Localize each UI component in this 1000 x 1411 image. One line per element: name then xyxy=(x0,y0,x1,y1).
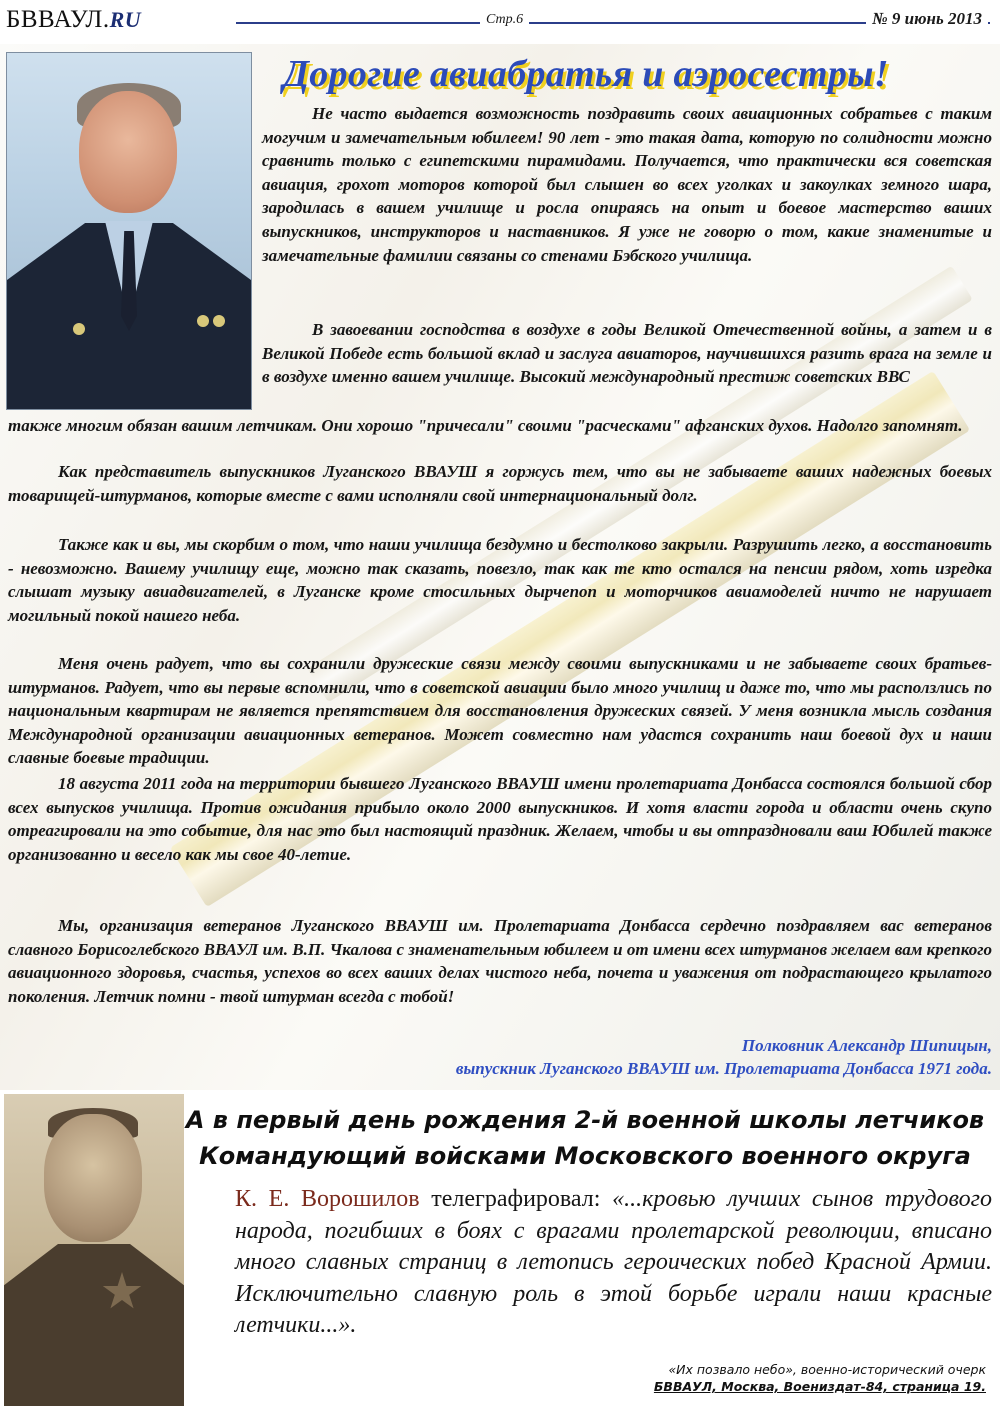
brand-name: БВВАУЛ. xyxy=(6,6,110,33)
source-citation-2: БВВАУЛ, Москва, Воениздат-84, страница 19. xyxy=(653,1379,986,1394)
article-paragraph-5: Меня очень радует, что вы сохранили дружеские связи между своими выпускниками и не забываете своих братьев-штурманов. Радует, что вы первые вспомнили, что в советской авиации было много училищ и даже то, что мы расползлись по национальным квартирам не является препятствием для восстановления дружеских связей. У меня возникла мысль создания Международной организации авиационных ветеранов. Может совместно нам удастся сохранить наш боевой дух и наши славные боевые традиции. xyxy=(8,654,992,768)
article-paragraph-1: Не часто выдается возможность поздравить своих авиационных собратьев с таким могучим и замечательным юбилеем! 90 лет - это такая дата, которую по солидности можно сравнить только с египетскими пирамидами. Получается, что практически вся советская авиация, грохот моторов которой был слышен во всех уголках и закоулках земного шара, зародилась в вашем училище и росла опираясь на опыт и боевое мастерство ваших выпускников, инструкторов и наставников. Я уже не говорю о том, какие знаменитые и замечательные фамилии связаны со стенами Бэбского училища. xyxy=(262,104,992,265)
article-paragraph-3: Как представитель выпускников Луганского ВВАУШ я горжусь тем, что вы не забываете ваших надежных боевых товарищей-штурманов, которые вместе с вами исполняли свой интернациональный долг. xyxy=(8,462,992,505)
article-paragraph-6: 18 августа 2011 года на территории бывшего Луганского ВВАУШ имени пролетариата Донбасса состоялся большой сбор всех выпусков училища. Против ожидания прибыло около 2000 выпускников. И хотя власти города и области очень скупо отреагировали на это событие, для нас это был настоящий праздник. Желаем, чтобы и вы отпраздновали ваш Юбилей также организованно и весело как мы свое 40-летие. xyxy=(8,774,992,864)
page-header xyxy=(0,0,1000,44)
telegram-quote xyxy=(235,1184,992,1342)
greeting-article xyxy=(0,44,1000,1090)
page-number: Стр.6 xyxy=(480,12,529,28)
author-portrait-photo xyxy=(6,52,252,410)
voroshilov-section xyxy=(0,1090,1000,1411)
article-title: Дорогие авиабратья и аэросестры! xyxy=(283,53,889,95)
section-title-line-2: Командующий войсками Московского военного округа xyxy=(199,1142,971,1170)
quote-text: «...кровью лучших сынов трудового народа, погибших в боях с врагами пролетарской революции, вписано много славных страниц в летопись героических побед Красной Армии. Исключительно славную роль в этой борьбе играли наши красные летчики...». xyxy=(235,1186,992,1339)
source-citation-1: «Их позвало небо», военно-исторический очерк xyxy=(668,1362,986,1377)
brand-suffix: RU xyxy=(109,7,142,32)
person-name: К. Е. Ворошилов xyxy=(235,1186,420,1212)
article-paragraph-7: Мы, организация ветеранов Луганского ВВАУШ им. Пролетариата Донбасса сердечно поздравляем вас ветеранов славного Борисоглебского ВВАУЛ им. В.П. Чкалова с знаменательным юбилеем и от имени всех штурманов желаем вам крепкого авиационного здоровья, счастья, успехов во всех ваших делах чистого неба, почета и уважения от подрастающего крылатого поколения. Летчик помни - твой штурман всегда с тобой! xyxy=(8,916,992,1006)
quote-verb: телеграфировал: xyxy=(419,1186,613,1212)
section-title-line-1: А в первый день рождения 2-й военной школы летчиков xyxy=(185,1106,985,1134)
article-paragraph-2-cont: также многим обязан вашим летчикам. Они хорошо "причесали" своими "расческами" афганских духов. Надолго запомнят. xyxy=(8,416,963,435)
voroshilov-portrait-photo xyxy=(4,1094,184,1406)
brand-logo xyxy=(6,6,141,34)
article-paragraph-4: Также как и вы, мы скорбим о том, что наши училища бездумно и бестолково закрыли. Разрушить легко, а восстановить - невозможно. Вашему училищу еще, можно так сказать, повезло, так как те кто остался на пенсии рядом, хоть изредка слышат музыку авиадвигателей, в Луганске кроме стосильных дырчепоп и моторчиков авиамоделей ничто не нарушает могильный покой нашего неба. xyxy=(8,535,992,625)
signature-affiliation: выпускник Луганского ВВАУШ им. Пролетариата Донбасса 1971 года. xyxy=(455,1059,992,1078)
signature-name: Полковник Александр Шипицын, xyxy=(741,1036,992,1055)
issue-label: № 9 июнь 2013 xyxy=(866,9,988,29)
article-paragraph-2: В завоевании господства в воздухе в годы Великой Отечественной войны, а затем и в Великой Победе есть большой вклад и заслуга авиаторов, научившихся разить врага на земле и в воздухе именно вашем училище. Высокий международный престиж советских ВВС xyxy=(262,320,992,387)
